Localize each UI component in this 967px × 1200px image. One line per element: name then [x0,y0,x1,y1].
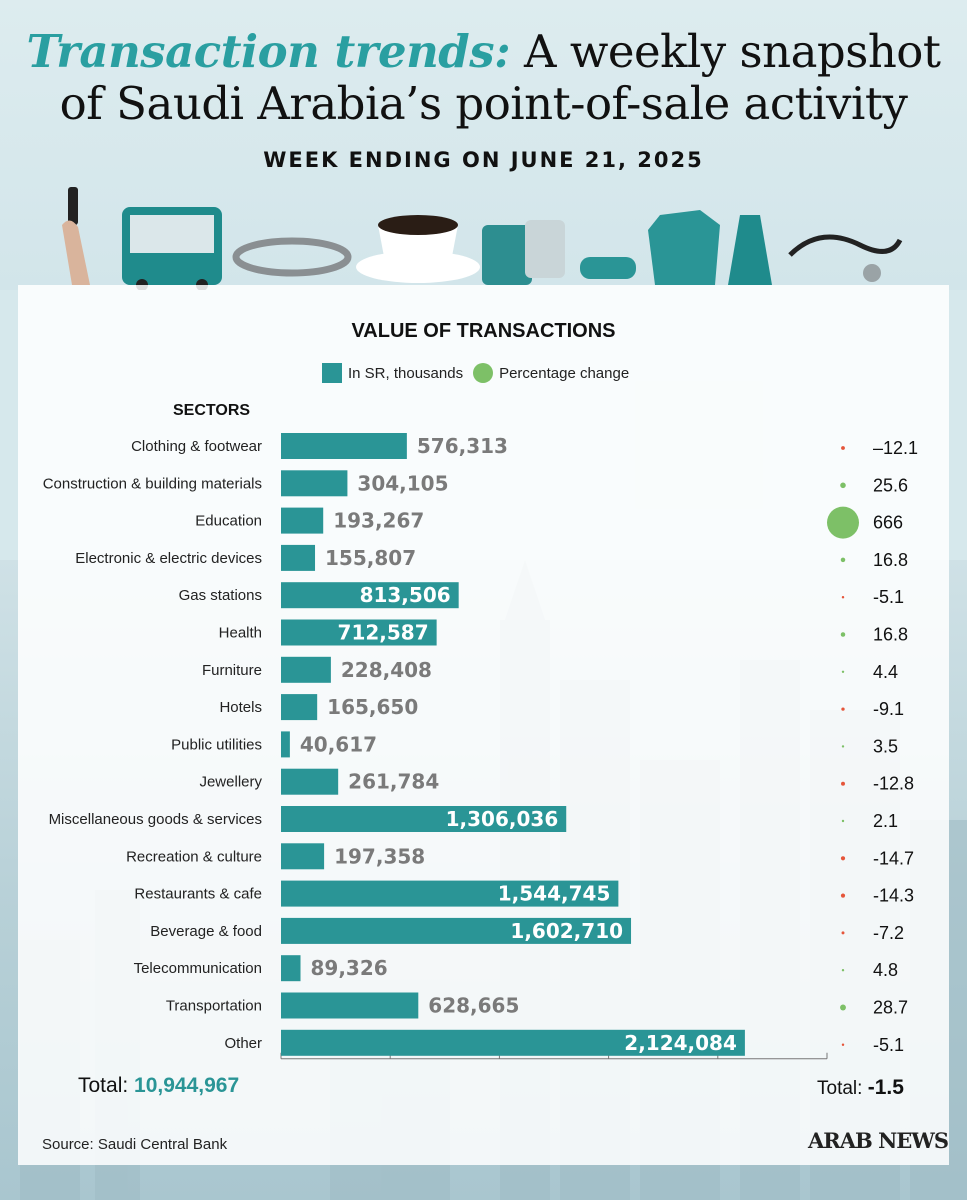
category-label: Restaurants & cafe [134,885,262,903]
category-label: Hotels [219,699,262,717]
sectors-heading: SECTORS [173,402,251,419]
pct-change-dot [841,782,845,786]
bar [281,433,407,459]
pct-change-dot [841,632,846,637]
total-pct-number: -1.5 [867,1076,904,1099]
legend-value-label: In SR, thousands [348,364,464,382]
pct-change-label: 666 [873,512,904,533]
bar [281,731,290,757]
bar-value-label: 1,544,745 [497,881,611,906]
bar-value-label: 165,650 [327,695,419,720]
category-label: Public utilities [171,736,262,754]
source-note: Source: Saudi Central Bank [42,1136,228,1153]
pct-change-label: -14.3 [873,885,915,906]
pct-change-dot [841,446,845,450]
category-label: Beverage & food [150,922,262,940]
category-label: Miscellaneous goods & services [48,811,262,828]
pct-change-label: –12.1 [873,438,919,458]
pct-change-dot [841,707,844,710]
bar-value-label: 576,313 [416,434,508,458]
bar-value-label: 155,807 [325,545,417,570]
category-label: Electronic & electric devices [75,549,262,567]
category-label: Furniture [201,661,262,679]
bar-value-label: 813,506 [359,583,451,608]
bar-value-label: 193,267 [333,508,425,533]
bar [281,769,338,795]
bar [281,843,324,869]
bar [281,545,315,571]
total-value [78,1074,239,1098]
pct-change-dot [841,558,846,563]
bar [281,508,323,534]
pct-change-dot [840,1005,846,1011]
pct-change-label: -14.7 [873,848,915,869]
bar-value-label: 89,326 [310,956,388,981]
pct-change-dot [827,507,859,539]
pct-change-label: -7.2 [873,922,905,943]
category-label: Recreation & culture [126,848,262,866]
bar-value-label: 712,587 [337,620,429,645]
title-emphasis: Transaction trends: [26,25,511,78]
total-value-number: 10,944,967 [134,1074,240,1097]
pct-change-dot [842,820,844,822]
pct-change-dot [840,483,846,489]
category-label: Transportation [165,997,262,1015]
pct-change-dot [842,1044,844,1046]
title-line2: of Saudi Arabia’s point-of-sale activity [59,77,908,130]
legend-pct-label: Percentage change [499,364,630,382]
bar-value-label: 1,306,036 [445,807,559,831]
pct-change-dot [841,894,845,898]
pct-change-label: 4.8 [873,960,899,981]
pct-change-label: 2.1 [873,811,899,831]
total-pct [817,1076,904,1100]
pct-change-label: 25.6 [873,475,909,496]
category-label: Education [195,512,262,530]
pct-change-dot [842,671,844,673]
pct-change-dot [842,745,844,747]
chart-title: VALUE OF TRANSACTIONS [351,320,616,342]
bar-value-label: 2,124,084 [624,1030,737,1055]
category-label: Construction & building materials [42,475,262,493]
total-value-label: Total: [78,1074,129,1097]
category-label: Gas stations [178,587,262,605]
pct-change-dot [842,969,844,971]
category-label: Other [224,1034,262,1052]
bar-value-label: 628,665 [428,993,520,1018]
bar-value-label: 261,784 [348,769,440,794]
bar-value-label: 1,602,710 [510,918,624,943]
title-line1: A weekly snapshot [524,25,941,78]
pct-change-dot [842,931,845,934]
bar [281,470,347,496]
pct-change-label: -12.8 [873,773,915,794]
pct-change-label: 4.4 [873,661,899,682]
category-label: Telecommunication [133,960,262,978]
bar [281,657,331,683]
page-subtitle: WEEK ENDING ON JUNE 21, 2025 [263,148,704,172]
pct-change-label: -5.1 [873,587,905,608]
category-label: Jewellery [199,773,262,791]
bar-value-label: 197,358 [334,844,426,869]
bar [281,993,418,1019]
pct-change-label: 16.8 [873,624,909,645]
bar [281,694,317,720]
bar-value-label: 40,617 [299,732,378,757]
bar-value-label: 228,408 [340,657,432,682]
bar-value-label: 304,105 [357,471,449,496]
category-label: Health [218,624,262,642]
total-pct-label: Total: [817,1078,863,1099]
pct-change-label: -5.1 [873,1034,905,1055]
category-label: Clothing & footwear [131,438,262,455]
pct-change-label: 3.5 [873,736,899,757]
bar [281,955,301,981]
arab-news-logo: ARAB NEWS [808,1128,949,1153]
pct-change-label: -9.1 [873,699,905,720]
pct-change-dot [842,596,844,598]
pct-change-dot [841,856,845,860]
pct-change-label: 16.8 [873,549,909,570]
pct-change-label: 28.7 [873,997,909,1018]
